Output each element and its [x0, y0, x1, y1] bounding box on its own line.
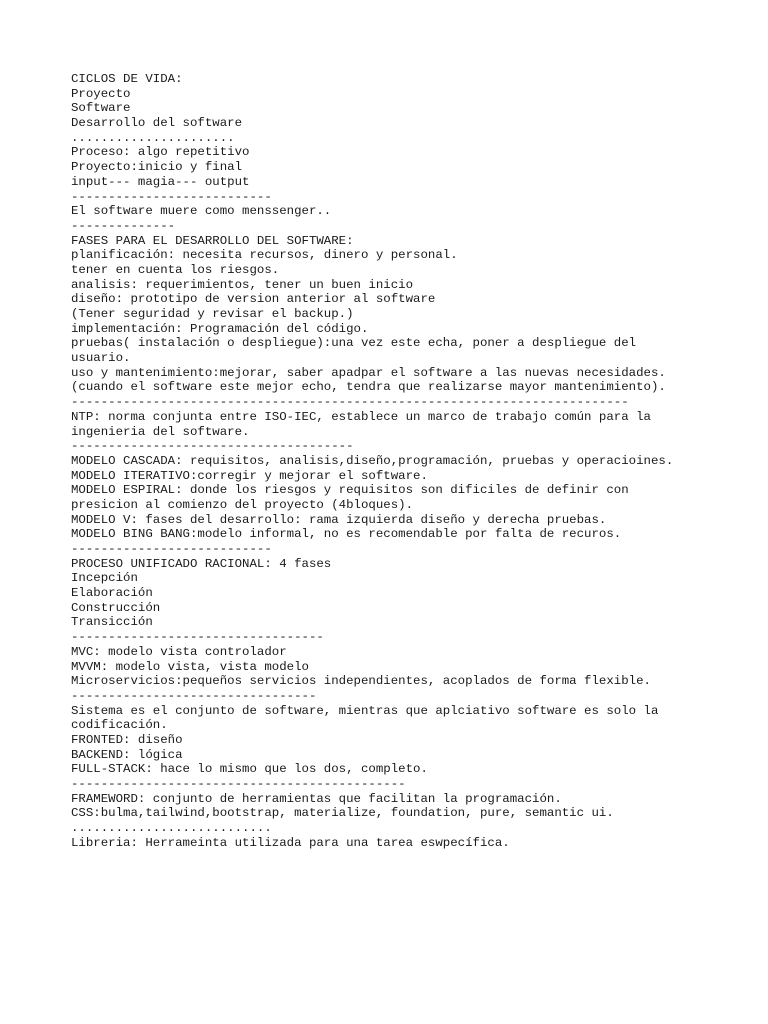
text-line: BACKEND: lógica [71, 747, 183, 762]
text-line: CSS:bulma,tailwind,bootstrap, materialize, foundation, pure, semantic ui. [71, 806, 614, 821]
text-line: -------------- [71, 218, 176, 233]
text-line: Desarrollo del software [71, 116, 243, 131]
text-line: Software [71, 101, 131, 116]
text-line: PROCESO UNIFICADO RACIONAL: 4 fases [71, 556, 332, 571]
document-body [71, 72, 751, 850]
text-line: ...................... [71, 130, 235, 145]
text-line: analisis: requerimientos, tener un buen inicio [71, 277, 414, 292]
text-line: El software muere como menssenger.. [71, 204, 332, 219]
text-line: usuario. [71, 351, 131, 366]
text-line: MODELO CASCADA: requisitos, analisis,diseño,programación, pruebas y operacioines. [71, 453, 674, 468]
text-line: MODELO V: fases del desarrollo: rama izquierda diseño y derecha pruebas. [71, 512, 607, 527]
text-line: Elaboración [71, 586, 153, 601]
text-line: Sistema es el conjunto de software, mientras que aplciativo software es solo la [71, 703, 659, 718]
text-line: presicion al comienzo del proyecto (4bloques). [71, 497, 414, 512]
text-line: ........................... [71, 821, 272, 836]
text-line: FRAMEWORD: conjunto de herramientas que facilitan la programación. [71, 791, 562, 806]
text-line: MVVM: modelo vista, vista modelo [71, 659, 309, 674]
text-line: planificación: necesita recursos, dinero y personal. [71, 248, 458, 263]
text-line: diseño: prototipo de version anterior al software [71, 292, 436, 307]
text-line: --------------------------- [71, 189, 272, 204]
text-line: FRONTED: diseño [71, 732, 183, 747]
text-line: --------------------------------------------- [71, 777, 406, 791]
text-line: --------------------------- [71, 542, 272, 556]
text-line: codificación. [71, 718, 168, 733]
text-line: MODELO ESPIRAL: donde los riesgos y requisitos son dificiles de definir con [71, 483, 629, 498]
text-line: Incepción [71, 571, 138, 586]
text-line: MODELO BING BANG:modelo informal, no es recomendable por falta de recuros. [71, 527, 622, 542]
text-line: Construcción [71, 600, 161, 615]
text-line: tener en cuenta los riesgos. [71, 262, 280, 277]
text-line: (cuando el software este mejor echo, tendra que realizarse mayor mantenimiento). [71, 380, 666, 395]
text-line: NTP: norma conjunta entre ISO-IEC, establece un marco de trabajo común para la [71, 409, 651, 424]
text-line: Microservicios:pequeños servicios independientes, acoplados de forma flexible. [71, 674, 651, 689]
text-line: Libreria: Herrameinta utilizada para una tarea eswpecífica. [71, 835, 510, 850]
text-line: CICLOS DE VIDA: [71, 72, 183, 86]
text-line: --------------------------------------------------------------------------- [71, 395, 629, 410]
text-line: (Tener seguridad y revisar el backup.) [71, 307, 354, 321]
text-line: input--- magia--- output [71, 174, 250, 189]
text-line: ingenieria del software. [71, 424, 250, 439]
text-line: pruebas( instalación o despliegue):una vez este echa, poner a despliegue del [71, 336, 637, 351]
text-line: uso y mantenimiento:mejorar, saber apadpar el software a las nuevas necesidades. [71, 365, 666, 380]
text-line: Proceso: algo repetitivo [71, 145, 250, 160]
text-line: -------------------------------------- [71, 439, 354, 454]
text-line: Transicción [71, 615, 153, 630]
text-line: Proyecto:inicio y final [71, 160, 243, 175]
text-line: MVC: modelo vista controlador [71, 644, 287, 659]
text-line: implementación: Programación del código. [71, 321, 369, 336]
text-line: Proyecto [71, 86, 131, 101]
text-line: FULL-STACK: hace lo mismo que los dos, completo. [71, 762, 428, 777]
text-line: --------------------------------- [71, 688, 317, 703]
text-line: FASES PARA EL DESARROLLO DEL SOFTWARE: [71, 233, 354, 248]
text-line: ---------------------------------- [71, 630, 324, 645]
text-line: MODELO ITERATIVO:corregir y mejorar el software. [71, 468, 428, 483]
